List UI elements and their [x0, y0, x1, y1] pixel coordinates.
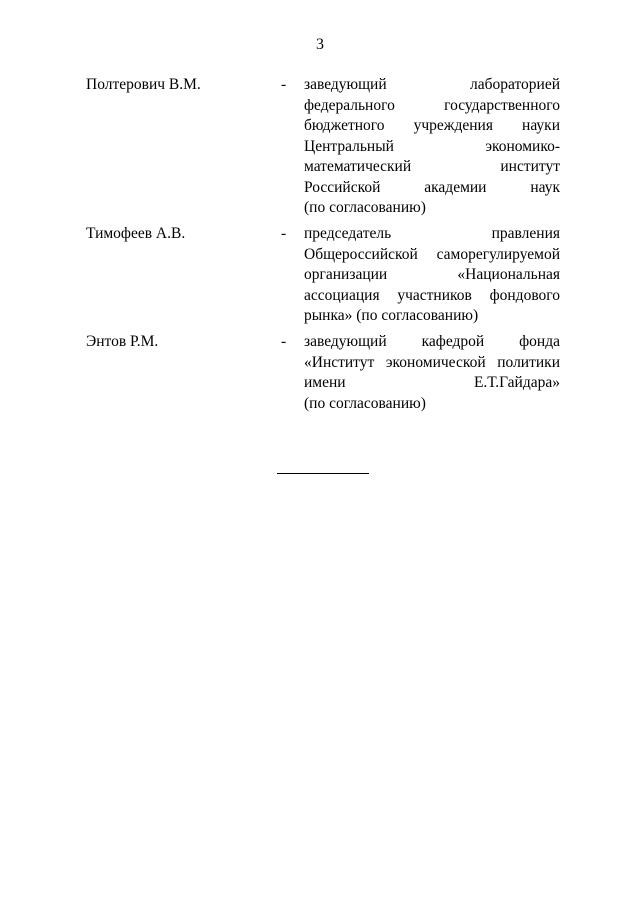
member-name: Полтерович В.М. — [86, 76, 201, 93]
position-line: Общероссийской саморегулируемой — [304, 245, 560, 263]
position-line: (по согласованию) — [304, 199, 426, 216]
member-position — [304, 75, 560, 219]
member-name: Тимофеев А.В. — [86, 225, 186, 242]
separator-dash: - — [281, 225, 287, 242]
position-line: «Институт экономической политики — [304, 353, 560, 371]
position-line: Российской академии наук — [304, 178, 560, 196]
closing-rule — [277, 473, 369, 474]
position-line: заведующий лабораторией — [304, 76, 560, 93]
position-line: (по согласованию) — [304, 394, 426, 412]
position-line: математический институт — [304, 158, 560, 175]
page-number: 3 — [316, 36, 324, 53]
position-line: бюджетного учреждения науки — [304, 117, 560, 134]
position-line: ассоциация участников фондового — [304, 286, 560, 304]
position-line: рынка» (по согласованию) — [304, 307, 479, 324]
position-line: Центральный экономико- — [304, 137, 560, 155]
position-line: председатель правления — [304, 225, 560, 242]
member-position — [304, 224, 560, 327]
separator-dash: - — [281, 333, 287, 350]
position-line: федерального государственного — [304, 96, 560, 114]
member-position — [304, 332, 560, 414]
position-line: организации «Национальная — [304, 266, 560, 283]
position-line: заведующий кафедрой фонда — [304, 333, 560, 350]
member-name: Энтов Р.М. — [86, 333, 159, 350]
separator-dash: - — [281, 76, 287, 93]
position-line: имени Е.Т.Гайдара» — [304, 374, 560, 391]
